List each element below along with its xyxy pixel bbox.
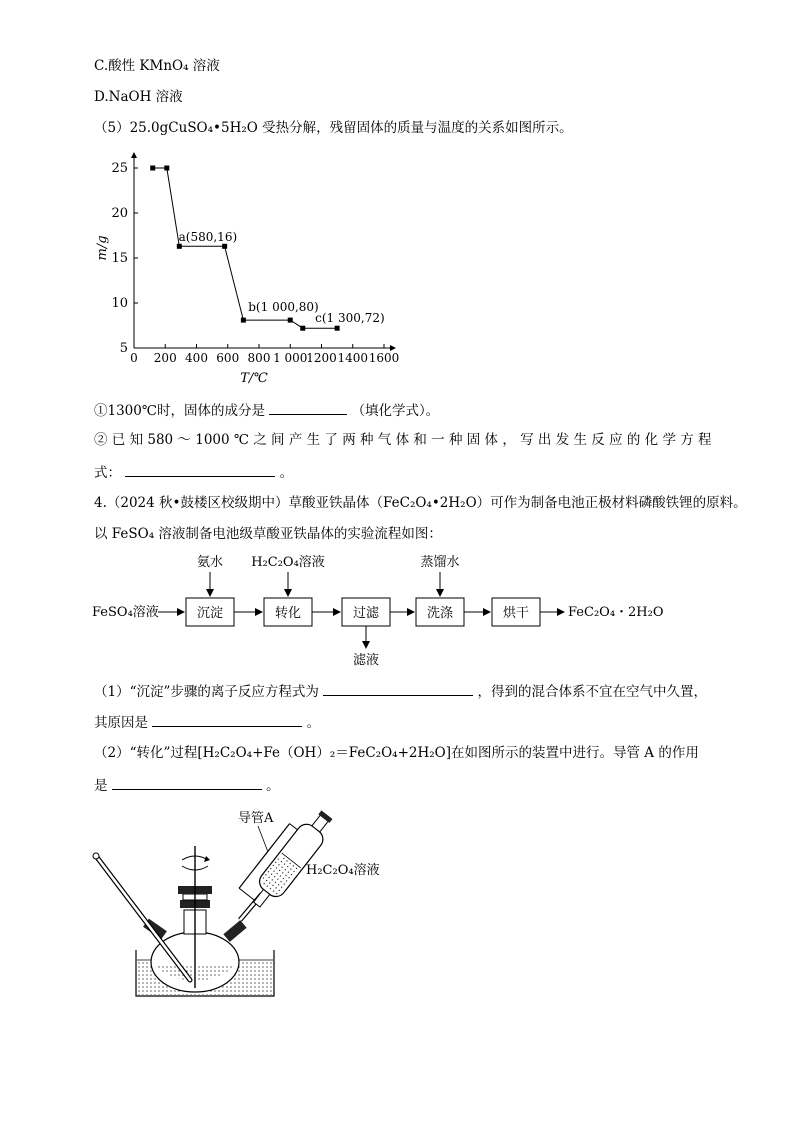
data-point xyxy=(300,326,305,331)
x-tick-label: 1 000 xyxy=(273,351,308,365)
flow-step-5: 烘干 xyxy=(502,606,530,621)
q4-sub2-line2 xyxy=(94,775,280,795)
q4-sub1-line2-prefix: 其原因是 xyxy=(94,715,148,731)
q3-sub5-q2-line2 xyxy=(94,462,293,482)
q4-sub2-suffix: 。 xyxy=(266,778,280,794)
q3-sub5-q1-prefix: ①1300℃时，固体的成分是 xyxy=(94,403,265,419)
chart-ticks xyxy=(111,161,399,365)
x-tick-label: 200 xyxy=(153,351,177,365)
y-tick-label: 20 xyxy=(111,206,128,221)
answer-blank-5[interactable] xyxy=(112,775,262,790)
answer-blank-1[interactable] xyxy=(269,400,347,415)
reaction-apparatus-diagram xyxy=(90,802,390,1002)
flow-end-label: FeC₂O₄・2H₂O xyxy=(568,605,664,620)
q3-sub5-q2-prefix: 式： xyxy=(94,465,121,481)
q3-sub5-q1-suffix: （填化学式）。 xyxy=(351,403,440,419)
option-d: D.NaOH 溶液 xyxy=(94,89,183,105)
x-tick-label: 800 xyxy=(247,351,271,365)
flow-input-oxalic: H₂C₂O₄溶液 xyxy=(251,555,325,570)
annotation-label: c(1 300,72) xyxy=(315,311,385,326)
q4-stem-line2: 以 FeSO₄ 溶液制备电池级草酸亚铁晶体的实验流程如图： xyxy=(94,526,442,542)
x-tick-label: 1200 xyxy=(306,351,337,365)
q3-sub5-q2-line1: ② 已 知 580 ～ 1000 ℃ 之 间 产 生 了 两 种 气 体 和 一 种 固 体 ， 写 出 发 生 反 应 的 化 学 方 程 xyxy=(94,432,712,448)
flow-output-filtrate: 滤液 xyxy=(352,653,380,668)
q4-sub1-line1 xyxy=(94,681,707,701)
annotation-label: a(580,16) xyxy=(178,230,238,244)
q4-sub1-prefix: （1）“沉淀”步骤的离子反应方程式为 xyxy=(94,684,319,700)
flow-step-4: 洗涤 xyxy=(426,606,454,621)
y-tick-label: 25 xyxy=(111,161,128,176)
data-point xyxy=(335,326,340,331)
q4-sub2-prefix: 是 xyxy=(94,778,108,794)
chart-y-axis-label: m/g xyxy=(95,235,110,261)
flow-input-water: 蒸馏水 xyxy=(420,555,460,570)
x-tick-label: 400 xyxy=(185,351,208,365)
data-point xyxy=(164,166,169,171)
mass-temperature-chart xyxy=(94,148,400,388)
data-point xyxy=(241,318,246,323)
right-stopper xyxy=(223,920,246,942)
x-tick-label: 1600 xyxy=(368,351,400,365)
y-tick-label: 15 xyxy=(111,251,128,266)
chart-x-axis-label: T/℃ xyxy=(240,371,268,386)
x-tick-label: 1400 xyxy=(337,351,369,365)
q4-sub1-line2-suffix: 。 xyxy=(306,715,321,731)
q4-sub1-line2 xyxy=(94,712,320,732)
answer-blank-3[interactable] xyxy=(323,681,473,696)
data-point xyxy=(222,244,227,249)
flow-step-2: 转化 xyxy=(274,606,302,621)
y-tick-label: 10 xyxy=(111,296,128,311)
q3-sub5-q2-suffix: 。 xyxy=(279,465,294,481)
data-point xyxy=(150,166,155,171)
q3-sub5-intro: （5）25.0gCuSO₄•5H₂O 受热分解，残留固体的质量与温度的关系如图所示。 xyxy=(94,120,573,136)
q4-sub1-suffix: ，得到的混合体系不宜在空气中久置， xyxy=(477,684,707,700)
q3-sub5-q1 xyxy=(94,400,439,420)
answer-blank-2[interactable] xyxy=(125,462,275,477)
x-tick-label: 600 xyxy=(216,351,240,365)
q4-sub2-line1: （2）“转化”过程[H₂C₂O₄+Fe（OH）₂＝FeC₂O₄+2H₂O]在如图所示的装置中进行。导管 A 的作用 xyxy=(94,745,699,761)
y-axis-arrow xyxy=(131,152,137,158)
annotation-label: b(1 000,80) xyxy=(248,300,319,314)
flow-step-3: 过滤 xyxy=(352,606,380,621)
process-flow-diagram xyxy=(90,550,730,670)
label-oxalic-solution: H₂C₂O₄溶液 xyxy=(306,863,380,878)
flow-step-1: 沉淀 xyxy=(196,606,224,621)
flow-start-label: FeSO₄溶液 xyxy=(92,605,159,620)
y-tick-label: 5 xyxy=(119,341,128,356)
data-point xyxy=(288,318,293,323)
label-tube-a: 导管A xyxy=(238,811,274,826)
option-c: C.酸性 KMnO₄ 溶液 xyxy=(94,58,220,74)
data-point xyxy=(177,244,182,249)
chart-annotations xyxy=(179,230,385,325)
x-tick-label: 0 xyxy=(130,351,138,365)
flow-input-ammonia: 氨水 xyxy=(196,555,224,570)
answer-blank-4[interactable] xyxy=(152,712,302,727)
q4-stem-line1: 4.（2024 秋•鼓楼区校级期中）草酸亚铁晶体（FeC₂O₄•2H₂O）可作为制备电池正极材料磷酸铁锂的原料。 xyxy=(94,495,747,511)
